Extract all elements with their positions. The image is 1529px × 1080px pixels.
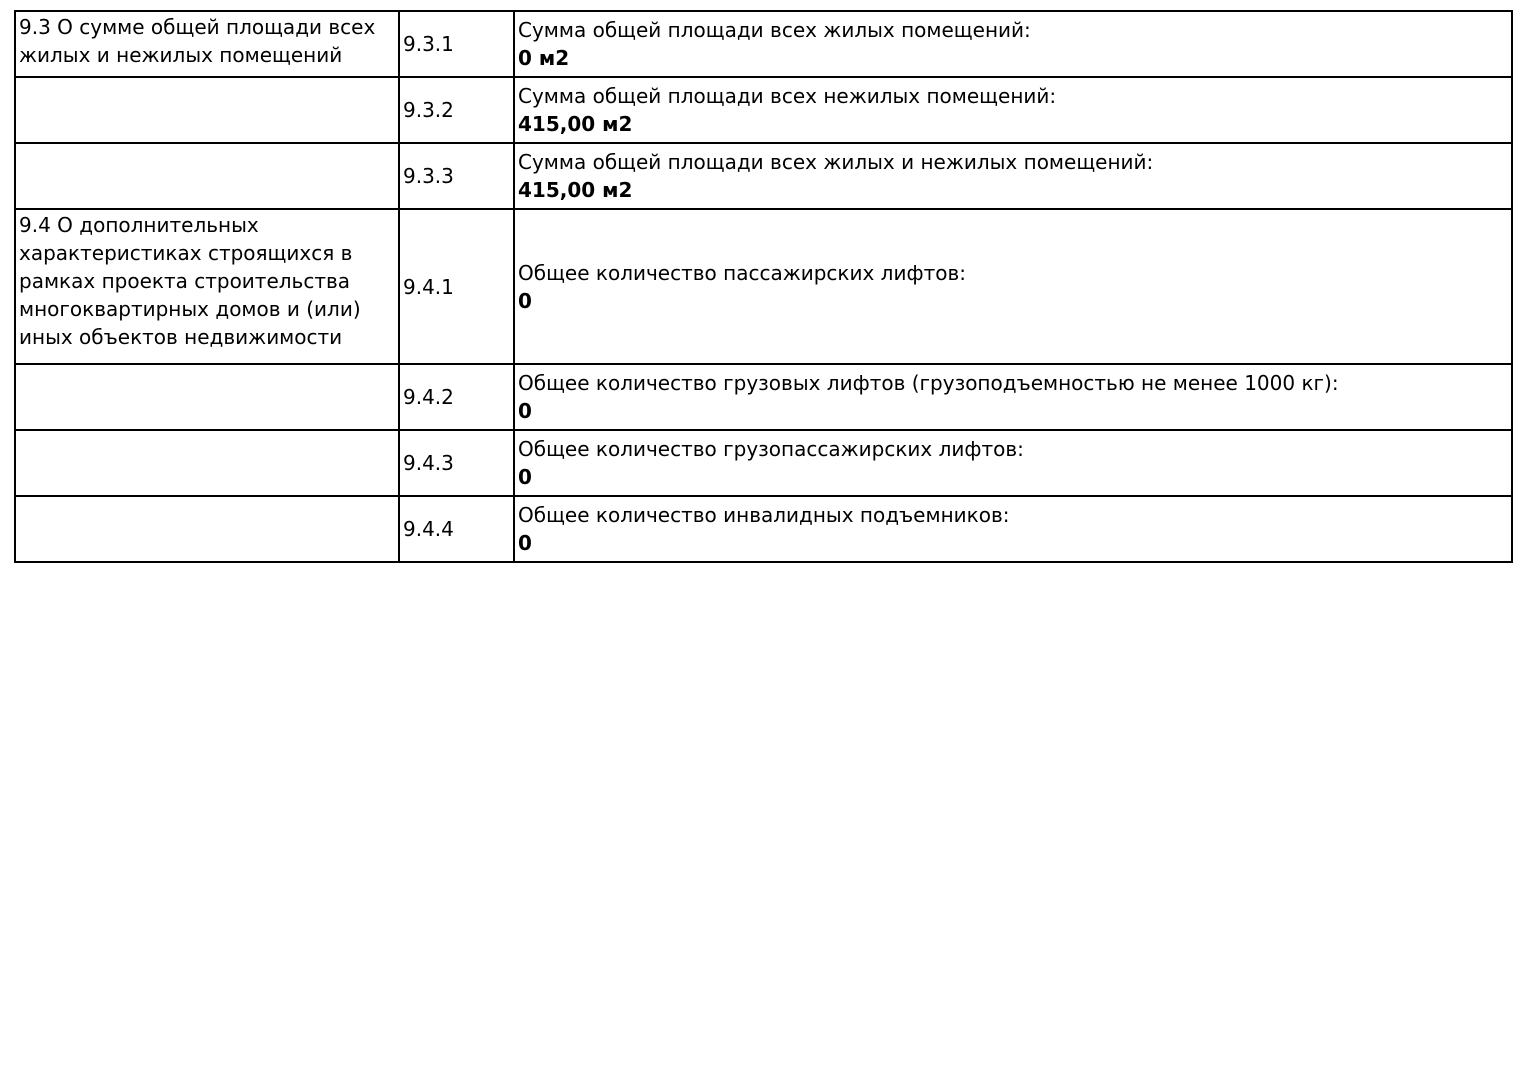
table-row [15,364,1512,430]
field-label: Сумма общей площади всех нежилых помещений: [518,84,1057,108]
item-code: 9.4.1 [403,274,454,299]
content-cell [514,364,1512,430]
field-value: 0 [518,465,532,489]
code-cell [399,77,514,143]
content-cell [514,143,1512,209]
declaration-table-body [15,11,1512,562]
item-code: 9.3.3 [403,164,454,188]
section-cell [15,11,399,77]
declaration-table [14,10,1513,563]
code-cell [399,143,514,209]
field-value: 415,00 м2 [518,178,633,202]
table-row [15,11,1512,77]
section-label: 9.3 О сумме общей площади всех жилых и нежилых помещений [19,15,376,67]
field-label: Общее количество грузопассажирских лифтов: [518,437,1024,461]
item-code: 9.4.3 [403,451,454,475]
code-cell [399,364,514,430]
item-code: 9.3.2 [403,98,454,122]
table-row [15,209,1512,364]
code-cell [399,496,514,562]
section-cell [15,430,399,496]
table-row [15,430,1512,496]
content-cell [514,209,1512,364]
content-cell [514,496,1512,562]
field-value: 0 [518,399,532,423]
item-code: 9.3.1 [403,32,454,56]
field-value: 415,00 м2 [518,112,633,136]
item-code: 9.4.4 [403,517,454,541]
section-cell [15,364,399,430]
field-label: Сумма общей площади всех жилых помещений: [518,18,1031,42]
field-value: 0 [518,288,532,313]
code-cell [399,209,514,364]
section-cell [15,77,399,143]
section-cell [15,209,399,364]
code-cell [399,430,514,496]
field-value: 0 м2 [518,46,570,70]
field-label: Сумма общей площади всех жилых и нежилых помещений: [518,150,1154,174]
field-label: Общее количество пассажирских лифтов: [518,260,966,285]
field-label: Общее количество грузовых лифтов (грузоподъемностью не менее 1000 кг): [518,371,1339,395]
section-label: 9.4 О дополнительных характеристиках строящихся в рамках проекта строительства многоквартирных домов и (или) иных объектов недвижимости [19,213,361,349]
table-row [15,143,1512,209]
field-label: Общее количество инвалидных подъемников: [518,503,1010,527]
section-cell [15,143,399,209]
item-code: 9.4.2 [403,385,454,409]
field-value: 0 [518,531,532,555]
table-row [15,496,1512,562]
content-cell [514,77,1512,143]
content-cell [514,430,1512,496]
code-cell [399,11,514,77]
section-cell [15,496,399,562]
table-row [15,77,1512,143]
content-cell [514,11,1512,77]
